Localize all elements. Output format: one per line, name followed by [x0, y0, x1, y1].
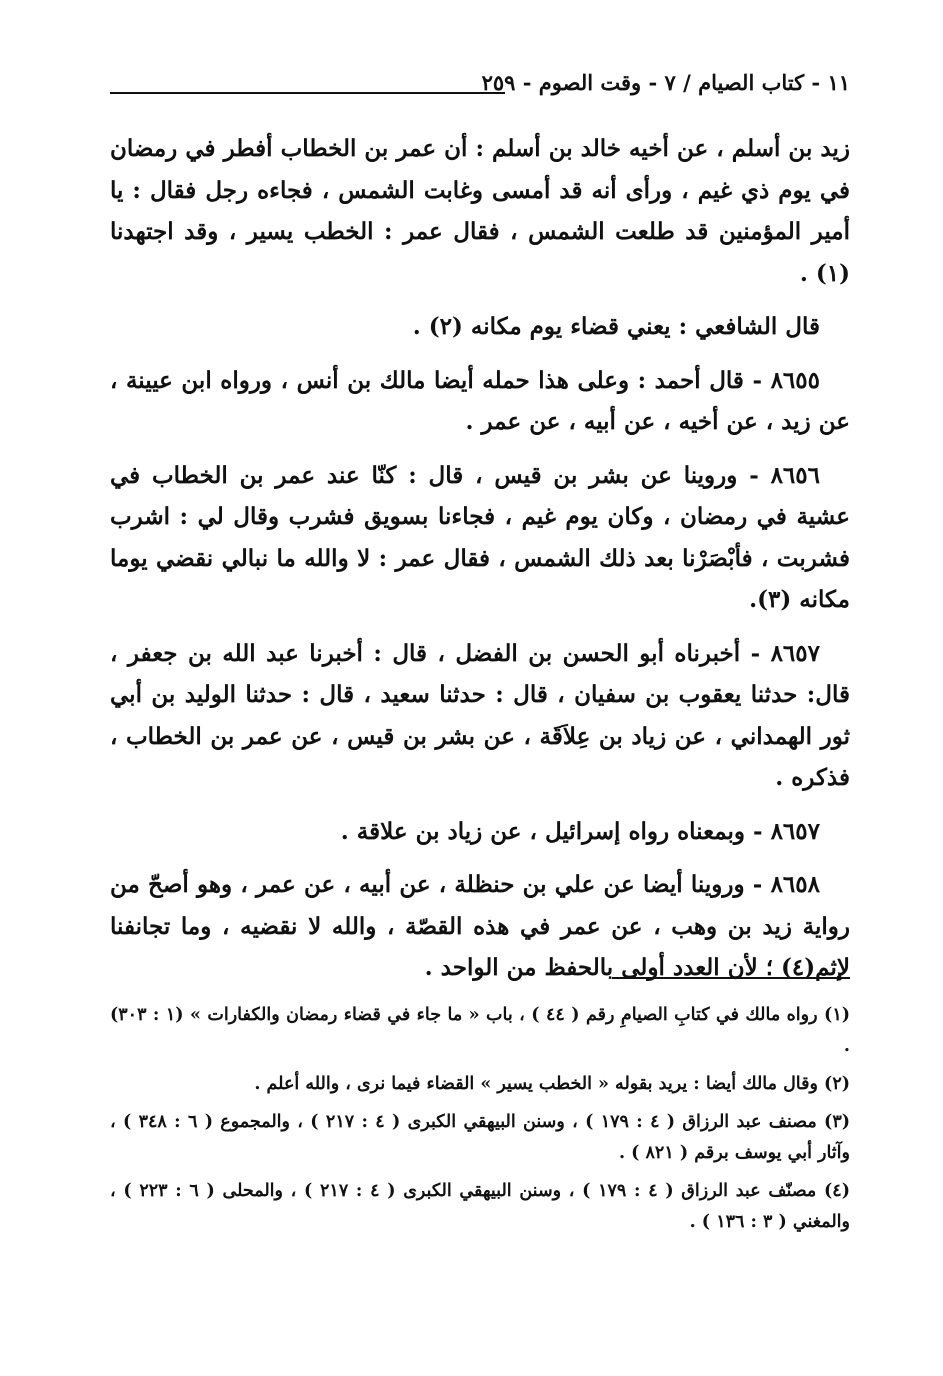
- header-rule: [110, 92, 505, 94]
- footnote-rule: [612, 977, 850, 979]
- footnote-1: (١) رواه مالك في كتابِ الصيامِ رقم ( ٤٤ ) ، باب « ما جاء في قضاء رمضان والكفارات » (١ : ٣٠٣) .: [110, 1005, 850, 1056]
- paragraph-3: ٨٦٥٥ - قال أحمد : وعلى هذا حمله أيضا مالك بن أنس ، ورواه ابن عيينة ، عن زيد ، عن أخيه ، عن أبيه ، عن عمر .: [110, 366, 850, 435]
- main-text: [110, 128, 850, 989]
- footnote-3: (٣) مصنف عبد الرزاق ( ٤ : ١٧٩ ) ، وسنن البيهقي الكبرى ( ٤ : ٢١٧ ) ، والمجموع ( ٦ : ٣٤٨ ) ، وآثار أبي يوسف برقم ( ٨٢١ ) .: [110, 1112, 850, 1163]
- running-title: ١١ - كتاب الصيام / ٧ - وقت الصوم - ٢٥٩: [481, 70, 850, 95]
- paragraph-5: ٨٦٥٧ - أخبرناه أبو الحسن بن الفضل ، قال : أخبرنا عبد الله بن جعفر ، قال: حدثنا يعقوب بن سفيان ، قال : حدثنا سعيد ، قال : حدثنا الوليد بن أبي ثور الهمداني ، عن زياد بن عِلاَقَة ، عن بشر بن قيس ، عن عمر بن الخطاب ، فذكره .: [110, 639, 850, 791]
- paragraph-4: ٨٦٥٦ - وروينا عن بشر بن قيس ، قال : كنّا عند عمر بن الخطاب في عشية في رمضان ، وكان يوم غيم ، فجاءنا بسويق فشرب وقال لي : اشرب فشربت ، فأبْصَرْنا بعد ذلك الشمس ، فقال عمر : لا والله ما نبالي نقضي يوما مكانه (٣).: [110, 461, 850, 613]
- footnote-4: (٤) مصنّف عبد الرزاق ( ٤ : ١٧٩ ) ، وسنن البيهقي الكبرى ( ٤ : ٢١٧ ) ، والمحلى ( ٦ : ٢٢٣ ) ، والمغني ( ٣ : ١٣٦ ) .: [110, 1181, 850, 1232]
- paragraph-2: قال الشافعي : يعني قضاء يوم مكانه (٢) .: [412, 313, 820, 340]
- paragraph-7: ٨٦٥٨ - وروينا أيضا عن علي بن حنظلة ، عن أبيه ، عن عمر ، وهو أصحّ من رواية زيد بن وهب ، عن عمر في هذه القصّة ، والله لا نقضيه ، وما تجانفنا لإثم(٤) ؛ لأن العدد أولى بالحفظ من الواحد .: [110, 871, 850, 981]
- page-header: [110, 70, 850, 100]
- footnote-2: (٢) وقال مالك أيضا : يريد بقوله « الخطب يسير » القضاء فيما نرى ، والله أعلم .: [254, 1074, 850, 1094]
- footnotes: [110, 1000, 850, 1245]
- paragraph-1: زيد بن أسلم ، عن أخيه خالد بن أسلم : أن عمر بن الخطاب أفطر في رمضان في يوم ذي غيم ، ورأى أنه قد أمسى وغابت الشمس ، فجاءه رجل فقال : يا أمير المؤمنين قد طلعت الشمس ، فقال عمر : الخطب يسير ، وقد اجتهدنا (١) .: [110, 135, 850, 287]
- paragraph-6: ٨٦٥٧ - وبمعناه رواه إسرائيل ، عن زياد بن علاقة .: [340, 817, 820, 845]
